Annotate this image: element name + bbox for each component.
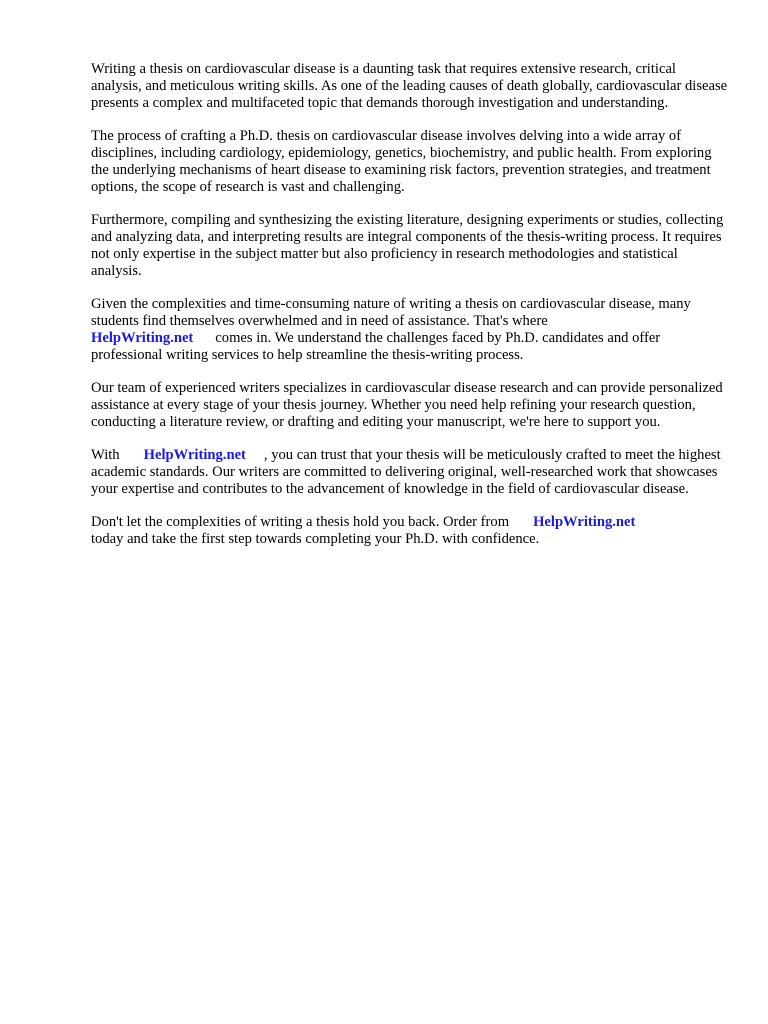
paragraph-literature-text: Furthermore, compiling and synthesizing the existing literature, designing experiments or studies, collecting and analyzing data, and interpreting results are integral components of the thesis-writing process. It requires not only expertise in the subject matter but also proficiency in research methodologies and statistical analysis. [91, 212, 724, 279]
paragraph-team-text: Our team of experienced writers specializes in cardiovascular disease research and can provide personalized assistance at every stage of your thesis journey. Whether you need help refining your research question, conducting a literature review, or drafting and editing your manuscript, we're here to support you. [91, 380, 723, 430]
helpwriting-link-1[interactable]: HelpWriting.net [91, 330, 194, 346]
paragraph-intro-text: Writing a thesis on cardiovascular disease is a daunting task that requires extensive research, critical analysis, and meticulous writing skills. As one of the leading causes of death globally, cardiovascular disease presents a complex and multifaceted topic that demands thorough investigation and understanding. [91, 61, 728, 111]
helpwriting-link-3[interactable]: HelpWriting.net [533, 514, 636, 530]
paragraph-cta [91, 514, 728, 548]
paragraph-assistance-text-after: comes in. We understand the challenges faced by Ph.D. candidates and offer professional writing services to help streamline the thesis-writing process. [91, 330, 661, 363]
paragraph-team [91, 380, 728, 431]
paragraph-trust-text-after: , you can trust that your thesis will be meticulously crafted to meet the highest academic standards. Our writers are committed to delivering original, well-researched work that showcases your expertise and contributes to the advancement of knowledge in the field of cardiovascular disease. [91, 447, 721, 497]
paragraph-trust-text-before: With [91, 447, 120, 463]
paragraph-process-text: The process of crafting a Ph.D. thesis on cardiovascular disease involves delving into a wide array of disciplines, including cardiology, epidemiology, genetics, biochemistry, and public health. From exploring the underlying mechanisms of heart disease to examining risk factors, prevention strategies, and treatment options, the scope of research is vast and challenging. [91, 128, 712, 195]
paragraph-literature [91, 212, 728, 280]
paragraph-trust [91, 447, 728, 498]
helpwriting-link-2[interactable]: HelpWriting.net [143, 447, 246, 463]
paragraph-assistance [91, 296, 728, 364]
paragraph-cta-text-before: Don't let the complexities of writing a thesis hold you back. Order from [91, 514, 510, 530]
paragraph-process [91, 128, 728, 196]
paragraph-assistance-text-before: Given the complexities and time-consuming nature of writing a thesis on cardiovascular disease, many students find themselves overwhelmed and in need of assistance. That's where [91, 296, 691, 329]
paragraph-cta-text-after: today and take the first step towards completing your Ph.D. with confidence. [91, 531, 540, 547]
paragraph-intro [91, 61, 728, 112]
